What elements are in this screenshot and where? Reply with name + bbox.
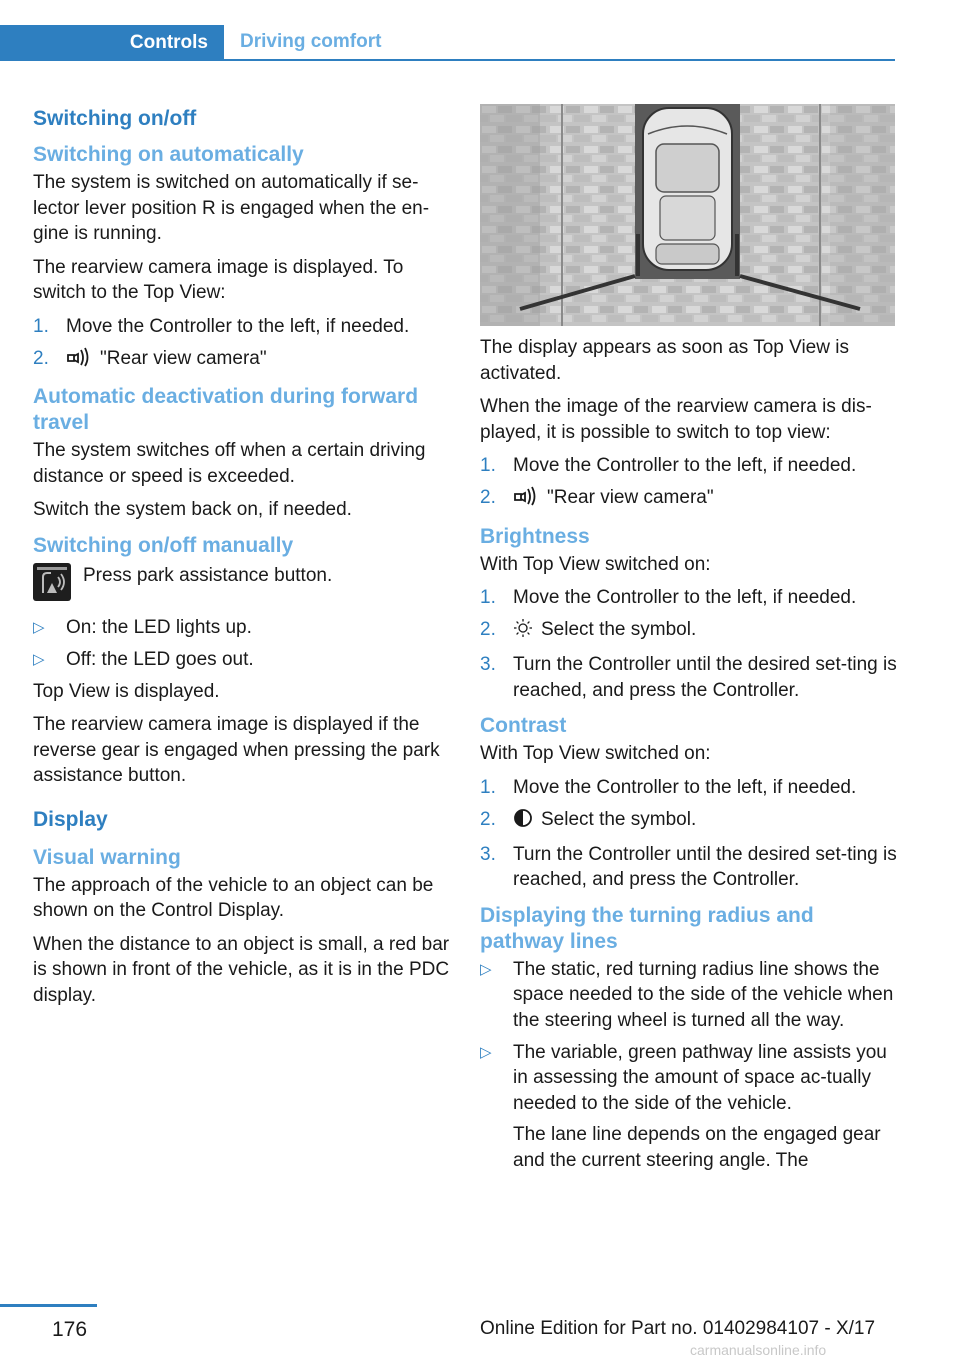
left-column (33, 98, 451, 1016)
step-number: 3. (480, 654, 496, 675)
rear-view-camera-icon (513, 486, 539, 514)
step-text: Select the symbol. (541, 619, 697, 640)
list-item (480, 617, 898, 646)
tab-driving-comfort[interactable]: Driving comfort (240, 31, 382, 52)
triangle-bullet-icon: ▷ (33, 618, 45, 636)
paragraph-reverse: The rearview camera image is displayed if the reverse gear is engaged when pressing the park assistance button. (33, 714, 440, 786)
top-view-illustration (480, 104, 895, 326)
step-text: Select the symbol. (541, 808, 697, 830)
list-item (480, 1040, 898, 1174)
step-text: "Rear view camera" (547, 487, 714, 508)
heading-display: Display (33, 807, 108, 831)
paragraph-lane-line: The lane line depends on the engaged gear and the current steering angle. The (513, 1124, 881, 1171)
list-item (33, 346, 451, 375)
list-item (33, 647, 451, 673)
heading-automatic-deactivation: Automatic deactivation during forward travel (33, 385, 419, 434)
footer-edition: Online Edition for Part no. 01402984107 - X/17 (480, 1318, 876, 1339)
paragraph-contrast-with: With Top View switched on: (480, 743, 711, 764)
steps-top-view (480, 453, 898, 514)
rear-view-camera-icon (66, 347, 92, 375)
brightness-icon (513, 618, 533, 646)
paragraph-brightness-with: With Top View switched on: (480, 553, 711, 575)
turning-lines-list (480, 957, 898, 1174)
park-assistance-button-icon (33, 563, 71, 601)
step-text: Move the Controller to the left, if needed. (66, 315, 410, 337)
heading-switching-manually: Switching on/off manually (33, 533, 294, 557)
heading-switching-on-automatically: Switching on automatically (33, 143, 304, 166)
header-rule (0, 59, 895, 61)
list-item (33, 615, 451, 641)
park-assist-row (33, 563, 451, 601)
bullet-text: The static, red turning radius line shows the space needed to the side of the vehicle when the steering wheel is turned all the way. (513, 958, 894, 1031)
heading-brightness: Brightness (480, 524, 590, 548)
step-number: 2. (33, 347, 49, 369)
steps-brightness (480, 585, 898, 703)
paragraph-visual-1: The approach of the vehicle to an object can be shown on the Control Display. (33, 874, 434, 921)
footer-rule (0, 1304, 97, 1307)
steps-contrast (480, 775, 898, 893)
list-item (480, 807, 898, 836)
triangle-bullet-icon: ▷ (480, 960, 492, 978)
step-number: 2. (480, 619, 496, 640)
step-text: Turn the Controller until the desired set‐ting is reached, and press the Controller. (513, 654, 897, 701)
list-item (480, 842, 898, 893)
bullet-text: On: the LED lights up. (66, 616, 252, 638)
paragraph-when-image: When the image of the rearview camera is dis‐played, it is possible to switch to top view: (480, 396, 872, 443)
paragraph-press-button: Press park assistance button. (83, 564, 333, 586)
paragraph-top-view-displayed: Top View is displayed. (33, 680, 220, 702)
bullet-text: Off: the LED goes out. (66, 648, 254, 670)
list-item (33, 314, 451, 340)
paragraph-auto-2: The rearview camera image is displayed. To switch to the Top View: (33, 256, 404, 303)
heading-visual-warning: Visual warning (33, 845, 181, 869)
list-item (480, 652, 898, 703)
triangle-bullet-icon: ▷ (33, 650, 45, 668)
step-number: 2. (480, 487, 496, 508)
heading-turning-radius: Displaying the turning radius and pathway lines (480, 903, 814, 953)
step-text: "Rear view camera" (100, 347, 267, 369)
step-number: 3. (480, 843, 496, 865)
page-number: 176 (52, 1318, 88, 1341)
page-header (0, 25, 895, 61)
step-number: 1. (480, 455, 496, 476)
paragraph-visual-2: When the distance to an object is small, a red bar is shown in front of the vehicle, as it is in the PDC display. (33, 933, 450, 1006)
right-column (480, 335, 898, 1180)
step-text: Move the Controller to the left, if needed. (513, 776, 857, 798)
list-item (480, 585, 898, 611)
paragraph-auto-1: The system is switched on automatically if se‐lector lever position R is engaged when the en‐gine is running. (33, 172, 430, 244)
contrast-icon (513, 808, 533, 836)
step-number: 2. (480, 808, 496, 830)
step-number: 1. (480, 776, 496, 798)
heading-switching-on-off: Switching on/off (33, 107, 197, 130)
footer-watermark: carmanualsonline.info (690, 1342, 827, 1358)
step-text: Move the Controller to the left, if needed. (513, 455, 857, 476)
step-text: Turn the Controller until the desired set‐ting is reached, and press the Controller. (513, 843, 897, 890)
triangle-bullet-icon: ▷ (480, 1043, 492, 1061)
steps-switch-top-view (33, 314, 451, 375)
list-item (480, 485, 898, 514)
step-number: 1. (33, 315, 49, 337)
tab-controls[interactable]: Controls (0, 25, 224, 61)
list-item (480, 775, 898, 801)
paragraph-display-appears: The display appears as soon as Top View is activated. (480, 337, 849, 384)
paragraph-deact-2: Switch the system back on, if needed. (33, 499, 352, 520)
list-item (480, 957, 898, 1034)
bullet-text: The variable, green pathway line assists you in assessing the amount of space ac‐tually needed to the side of the vehicle. (513, 1041, 887, 1114)
paragraph-deact-1: The system switches off when a certain driving distance or speed is exceeded. (33, 440, 426, 487)
heading-contrast: Contrast (480, 714, 567, 737)
step-text: Move the Controller to the left, if needed. (513, 587, 857, 608)
list-item (480, 453, 898, 479)
step-number: 1. (480, 587, 496, 608)
led-status-list (33, 615, 451, 673)
